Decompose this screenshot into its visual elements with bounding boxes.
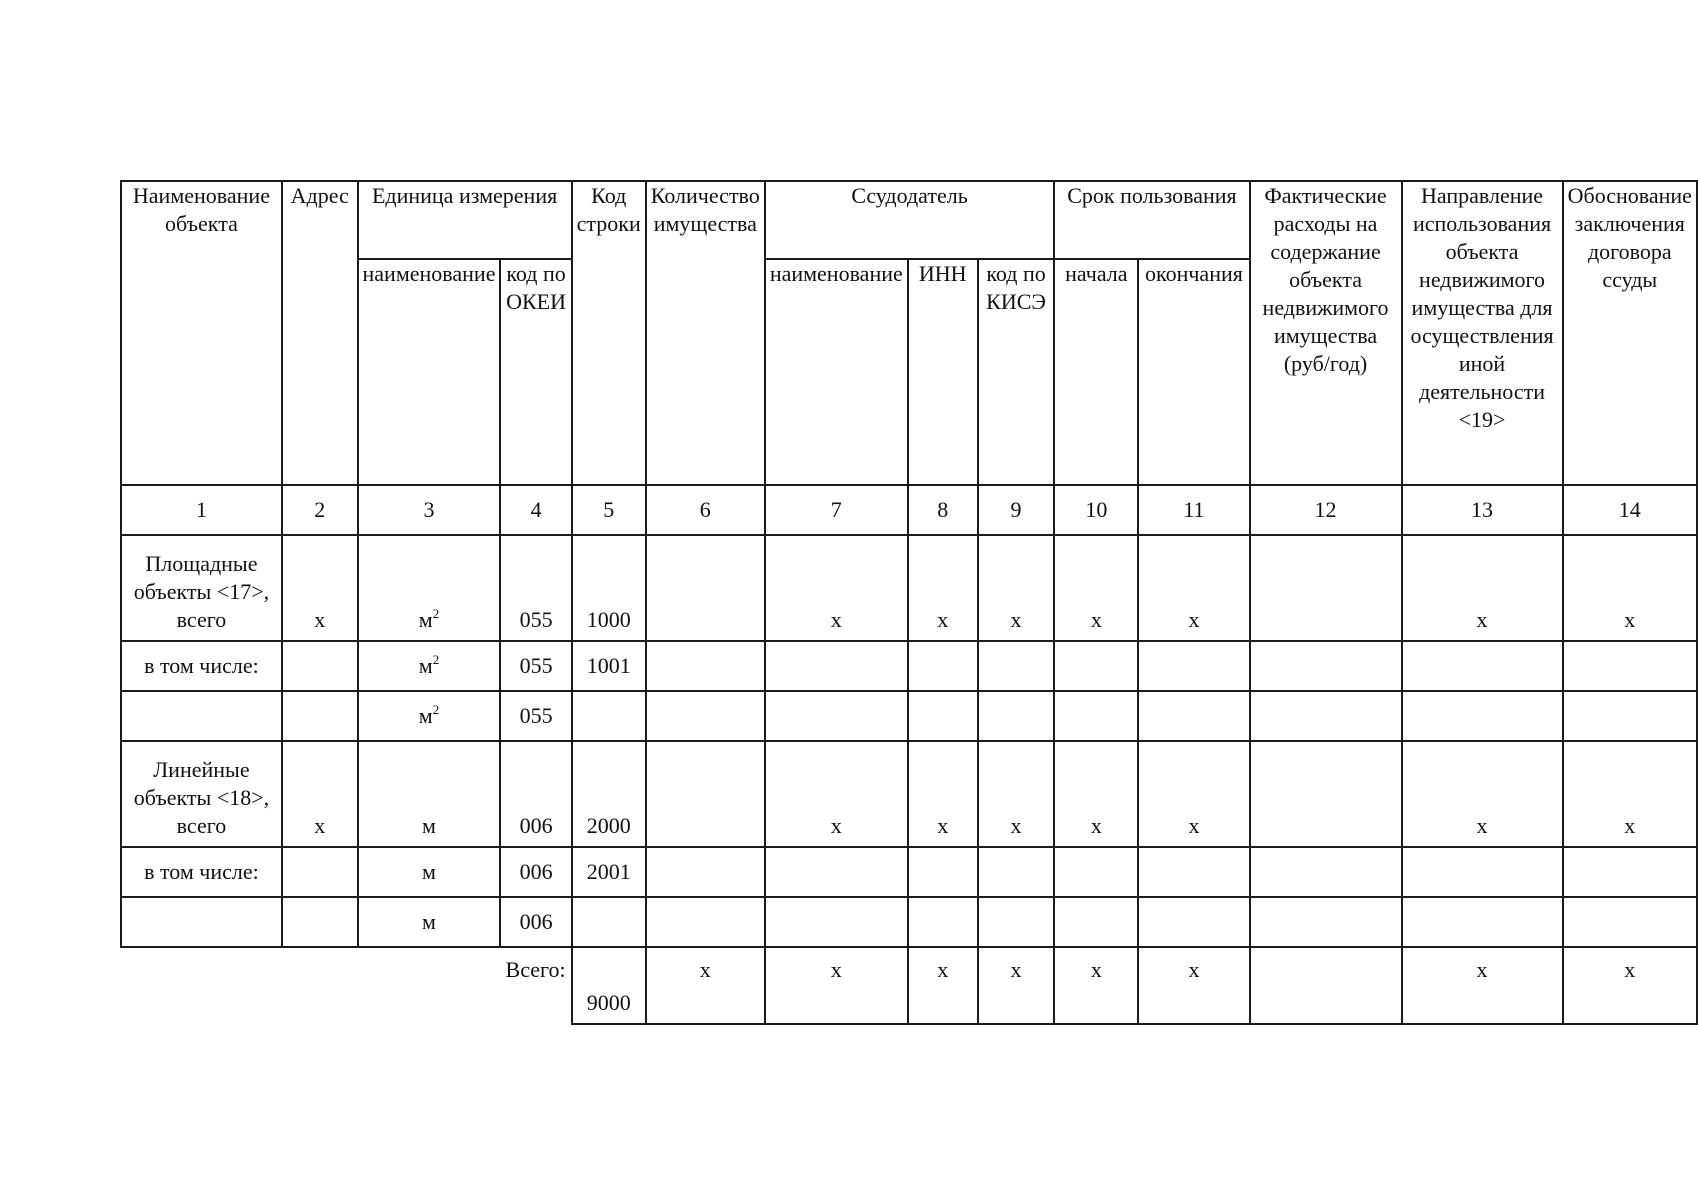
column-number: 11 bbox=[1138, 485, 1249, 535]
header-direction: Направление использования объекта недвижимого имущества для осуществления иной деятельности <19> bbox=[1402, 181, 1563, 485]
row-quantity bbox=[646, 741, 765, 847]
row-cell bbox=[1054, 897, 1138, 947]
row-name: Линейные объекты <18>, всего bbox=[121, 741, 282, 847]
header-term: Срок пользования bbox=[1054, 181, 1249, 259]
row-address bbox=[282, 691, 358, 741]
total-col13: x bbox=[1402, 947, 1563, 1024]
row-okei: 055 bbox=[500, 535, 571, 641]
row-address bbox=[282, 897, 358, 947]
row-cell bbox=[646, 897, 765, 947]
row-col13: x bbox=[1402, 741, 1563, 847]
row-address: x bbox=[282, 741, 358, 847]
blank-cell bbox=[121, 947, 282, 1024]
row-okei: 006 bbox=[500, 897, 571, 947]
header-unit-code: код по ОКЕИ bbox=[500, 259, 571, 485]
row-name: в том числе: bbox=[121, 847, 282, 897]
row-unit: м bbox=[358, 741, 501, 847]
row-col7: x bbox=[765, 741, 908, 847]
row-cell bbox=[978, 691, 1055, 741]
header-basis: Обоснование заключения договора ссуды bbox=[1563, 181, 1697, 485]
header-quantity: Количество имущества bbox=[646, 181, 765, 485]
row-cell bbox=[1402, 847, 1563, 897]
header-lender-kise: код по КИСЭ bbox=[978, 259, 1055, 485]
row-col10: x bbox=[1054, 535, 1138, 641]
column-number: 3 bbox=[358, 485, 501, 535]
table-row bbox=[121, 847, 1697, 897]
blank-cell bbox=[282, 947, 358, 1024]
total-col9: x bbox=[978, 947, 1055, 1024]
row-okei: 006 bbox=[500, 847, 571, 897]
column-number: 7 bbox=[765, 485, 908, 535]
row-cell bbox=[1402, 897, 1563, 947]
row-unit: $м^2$ bbox=[358, 641, 501, 691]
row-col9: x bbox=[978, 535, 1055, 641]
header-expenses: Фактические расходы на содержание объекта недвижимого имущества (руб/год) bbox=[1250, 181, 1402, 485]
column-number: 6 bbox=[646, 485, 765, 535]
row-cell bbox=[1563, 691, 1697, 741]
row-col14: x bbox=[1563, 741, 1697, 847]
property-table bbox=[120, 180, 1698, 1025]
row-cell bbox=[908, 641, 978, 691]
row-cell bbox=[765, 897, 908, 947]
column-number: 12 bbox=[1250, 485, 1402, 535]
row-cell bbox=[1250, 847, 1402, 897]
row-cell bbox=[1138, 641, 1249, 691]
row-address bbox=[282, 847, 358, 897]
row-unit: м bbox=[358, 897, 501, 947]
row-cell bbox=[908, 691, 978, 741]
header-lender: Ссудодатель bbox=[765, 181, 1055, 259]
total-code: 9000 bbox=[572, 947, 646, 1024]
row-code bbox=[572, 897, 646, 947]
row-cell bbox=[1563, 847, 1697, 897]
total-label: Всего: bbox=[500, 947, 571, 1024]
column-number: 14 bbox=[1563, 485, 1697, 535]
header-unit: Единица измерения bbox=[358, 181, 572, 259]
row-address: x bbox=[282, 535, 358, 641]
column-number: 2 bbox=[282, 485, 358, 535]
total-col7: x bbox=[765, 947, 908, 1024]
row-cell bbox=[1054, 691, 1138, 741]
row-cell bbox=[1138, 847, 1249, 897]
total-col14: x bbox=[1563, 947, 1697, 1024]
row-col13: x bbox=[1402, 535, 1563, 641]
column-numbers-row bbox=[121, 485, 1697, 535]
column-number: 8 bbox=[908, 485, 978, 535]
table-row bbox=[121, 741, 1697, 847]
row-cell bbox=[1054, 641, 1138, 691]
row-col14: x bbox=[1563, 535, 1697, 641]
header-unit-name: наименование bbox=[358, 259, 501, 485]
row-cell bbox=[646, 847, 765, 897]
row-name bbox=[121, 691, 282, 741]
table-row bbox=[121, 535, 1697, 641]
row-cell bbox=[1054, 847, 1138, 897]
row-col11: x bbox=[1138, 741, 1249, 847]
row-cell bbox=[908, 847, 978, 897]
total-row bbox=[121, 947, 1697, 1024]
row-cell bbox=[765, 691, 908, 741]
row-cell bbox=[978, 847, 1055, 897]
row-col7: x bbox=[765, 535, 908, 641]
row-col10: x bbox=[1054, 741, 1138, 847]
header-address: Адрес bbox=[282, 181, 358, 485]
row-code: 1000 bbox=[572, 535, 646, 641]
row-cell bbox=[978, 641, 1055, 691]
row-cell bbox=[1402, 691, 1563, 741]
row-address bbox=[282, 641, 358, 691]
row-col12 bbox=[1250, 741, 1402, 847]
column-number: 13 bbox=[1402, 485, 1563, 535]
total-col6: x bbox=[646, 947, 765, 1024]
row-name bbox=[121, 897, 282, 947]
header-term-end: окончания bbox=[1138, 259, 1249, 485]
total-col11: x bbox=[1138, 947, 1249, 1024]
row-code: 2000 bbox=[572, 741, 646, 847]
row-name: в том числе: bbox=[121, 641, 282, 691]
row-cell bbox=[1563, 641, 1697, 691]
row-unit: $м^2$ bbox=[358, 691, 501, 741]
row-cell bbox=[1138, 897, 1249, 947]
table-row bbox=[121, 641, 1697, 691]
row-col9: x bbox=[978, 741, 1055, 847]
column-number: 4 bbox=[500, 485, 571, 535]
column-number: 10 bbox=[1054, 485, 1138, 535]
header-term-start: начала bbox=[1054, 259, 1138, 485]
row-unit: м bbox=[358, 847, 501, 897]
total-col12 bbox=[1250, 947, 1402, 1024]
row-quantity bbox=[646, 535, 765, 641]
row-okei: 055 bbox=[500, 691, 571, 741]
row-okei: 006 bbox=[500, 741, 571, 847]
row-col8: x bbox=[908, 535, 978, 641]
row-cell bbox=[908, 897, 978, 947]
row-cell bbox=[765, 641, 908, 691]
header-name: Наименование объекта bbox=[121, 181, 282, 485]
row-cell bbox=[1563, 897, 1697, 947]
row-cell bbox=[646, 641, 765, 691]
row-code: 1001 bbox=[572, 641, 646, 691]
column-number: 1 bbox=[121, 485, 282, 535]
row-unit: $м^2$ bbox=[358, 535, 501, 641]
row-cell bbox=[1250, 691, 1402, 741]
row-code: 2001 bbox=[572, 847, 646, 897]
header-lender-name: наименование bbox=[765, 259, 908, 485]
row-cell bbox=[1402, 641, 1563, 691]
total-col10: x bbox=[1054, 947, 1138, 1024]
column-number: 9 bbox=[978, 485, 1055, 535]
row-col8: x bbox=[908, 741, 978, 847]
row-cell bbox=[765, 847, 908, 897]
header-lender-inn: ИНН bbox=[908, 259, 978, 485]
row-cell bbox=[978, 897, 1055, 947]
row-name: Площадные объекты <17>, всего bbox=[121, 535, 282, 641]
row-cell bbox=[1250, 897, 1402, 947]
blank-cell bbox=[358, 947, 501, 1024]
row-okei: 055 bbox=[500, 641, 571, 691]
total-col8: x bbox=[908, 947, 978, 1024]
row-cell bbox=[1250, 641, 1402, 691]
table-row bbox=[121, 897, 1697, 947]
column-number: 5 bbox=[572, 485, 646, 535]
header-line-code: Код строки bbox=[572, 181, 646, 485]
row-col12 bbox=[1250, 535, 1402, 641]
row-code bbox=[572, 691, 646, 741]
table-row bbox=[121, 691, 1697, 741]
row-cell bbox=[1138, 691, 1249, 741]
row-col11: x bbox=[1138, 535, 1249, 641]
row-cell bbox=[646, 691, 765, 741]
